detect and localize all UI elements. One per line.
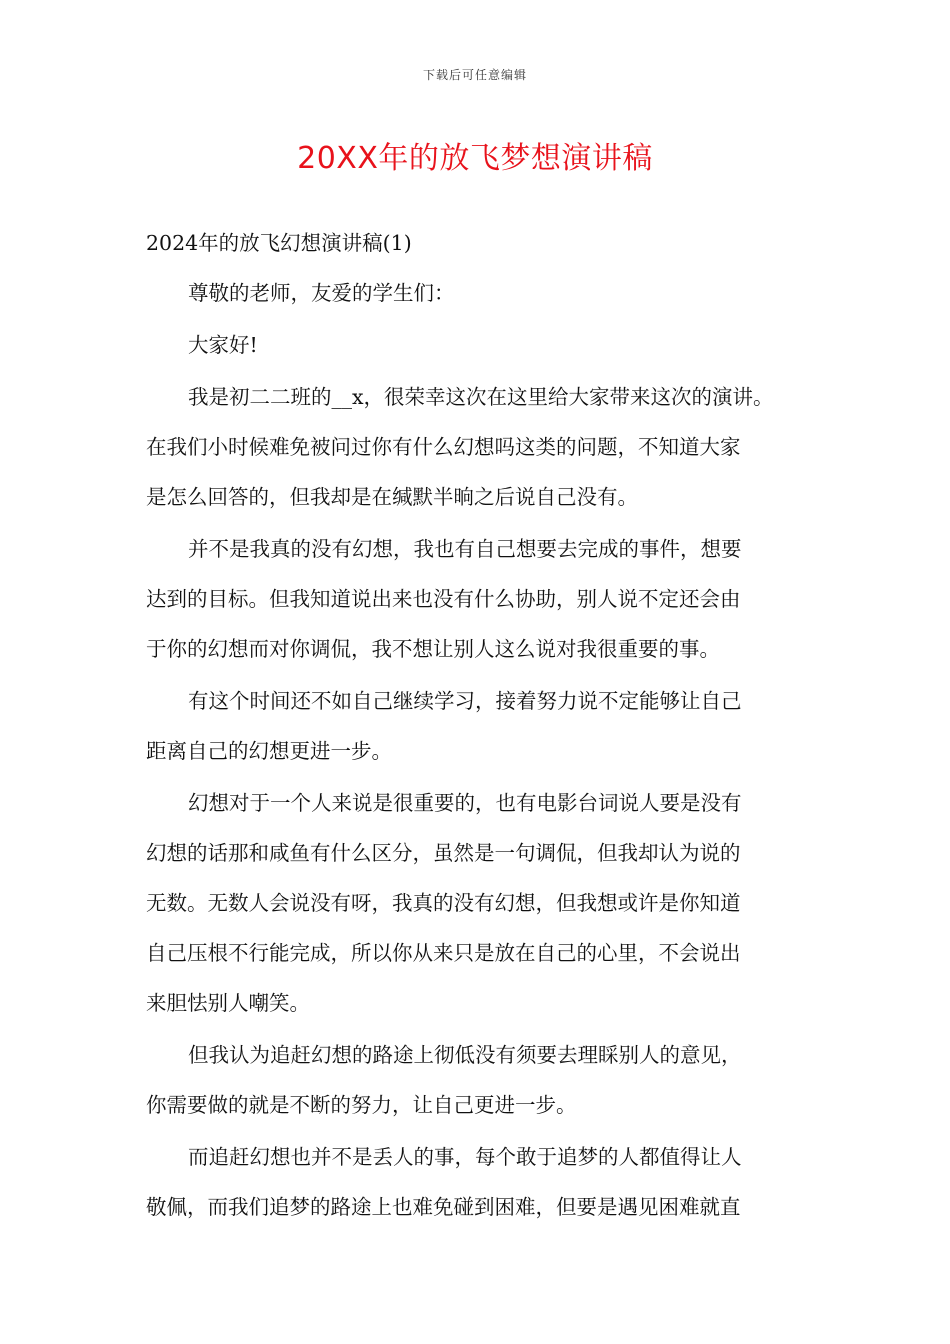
paragraph-line: 有这个时间还不如自己继续学习，接着努力说不定能够让自己 <box>188 689 742 713</box>
paragraph <box>146 532 826 666</box>
document-title: 20XX年的放飞梦想演讲稿 <box>297 141 653 176</box>
paragraph-line: 大家好! <box>188 333 258 357</box>
paragraph-line: 但我认为追赶幻想的路途上彻低没有须要去理睬别人的意见， <box>188 1043 742 1067</box>
document-body <box>146 226 826 1242</box>
document-subtitle: 2024年的放飞幻想演讲稿(1) <box>146 231 412 255</box>
paragraph-salutation <box>146 276 826 310</box>
paragraph-line: 来胆怯别人嘲笑。 <box>146 991 310 1015</box>
paragraph-line: 于你的幻想而对你调侃，我不想让别人这么说对我很重要的事。 <box>146 637 720 661</box>
paragraph-line: 无数。无数人会说没有呀，我真的没有幻想，但我想或许是你知道 <box>146 891 741 915</box>
paragraph <box>146 1038 826 1122</box>
paragraph-line: 距离自己的幻想更进一步。 <box>146 739 392 763</box>
paragraph-line: 幻想对于一个人来说是很重要的，也有电影台词说人要是没有 <box>188 791 742 815</box>
paragraph <box>146 786 826 1020</box>
paragraph-line: 我是初二二班的__x，很荣幸这次在这里给大家带来这次的演讲。 <box>188 385 774 409</box>
paragraph-line: 在我们小时候难免被问过你有什么幻想吗这类的问题，不知道大家 <box>146 435 741 459</box>
paragraph-line: 敬佩，而我们追梦的路途上也难免碰到困难，但要是遇见困难就直 <box>146 1195 741 1219</box>
paragraph <box>146 684 826 768</box>
paragraph-line: 是怎么回答的，但我却是在缄默半晌之后说自己没有。 <box>146 485 638 509</box>
paragraph-line: 幻想的话那和咸鱼有什么区分，虽然是一句调侃，但我却认为说的 <box>146 841 741 865</box>
paragraph-line: 自己压根不行能完成，所以你从来只是放在自己的心里，不会说出 <box>146 941 741 965</box>
paragraph <box>146 1140 826 1224</box>
paragraph-line: 并不是我真的没有幻想，我也有自己想要去完成的事件，想要 <box>188 537 742 561</box>
paragraph <box>146 380 826 514</box>
paragraph-line: 达到的目标。但我知道说出来也没有什么协助，别人说不定还会由 <box>146 587 741 611</box>
paragraph-line: 而追赶幻想也并不是丢人的事，每个敢于追梦的人都值得让人 <box>188 1145 742 1169</box>
paragraph-line: 尊敬的老师，友爱的学生们： <box>188 281 455 305</box>
paragraph-line: 你需要做的就是不断的努力，让自己更进一步。 <box>146 1093 577 1117</box>
paragraph-greeting <box>146 328 826 362</box>
header-note: 下载后可任意编辑 <box>422 68 527 82</box>
